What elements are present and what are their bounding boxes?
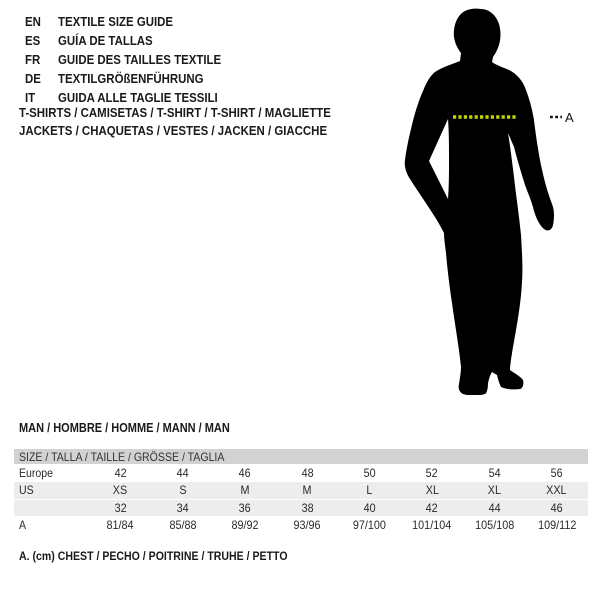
- lang-row-en: [25, 12, 243, 31]
- table-cell: 36: [238, 500, 251, 515]
- table-cell: 89/92: [231, 517, 259, 532]
- table-cell: 34: [176, 500, 189, 515]
- table-cell: XXL: [546, 483, 568, 498]
- table-row-chest-a: [14, 516, 588, 533]
- product-category-lines: [19, 104, 373, 140]
- table-cell: 42: [426, 500, 439, 515]
- table-cell: 50: [363, 466, 376, 481]
- table-cell: 105/108: [474, 517, 514, 532]
- lang-code-en: EN: [25, 14, 41, 29]
- lang-code-fr: FR: [25, 52, 41, 67]
- lang-code-es: ES: [25, 33, 41, 48]
- lang-row-de: [25, 69, 243, 88]
- table-cell: L: [366, 483, 373, 498]
- row-label: A: [19, 517, 27, 532]
- table-cell: 32: [114, 500, 127, 515]
- table-row-us-numeric: [14, 499, 588, 516]
- measurement-footnote: A. (cm) CHEST / PECHO / POITRINE / TRUHE / PETTO: [19, 549, 288, 563]
- table-cell: 46: [550, 500, 563, 515]
- man-silhouette-figure: [403, 3, 575, 395]
- table-cell: M: [240, 483, 250, 498]
- row-label: Europe: [19, 466, 54, 481]
- product-line-tshirts: T-SHIRTS / CAMISETAS / T-SHIRT / T-SHIRT / MAGLIETTE: [19, 105, 331, 120]
- table-cell: 85/88: [169, 517, 197, 532]
- table-cell: 44: [488, 500, 501, 515]
- lang-row-es: [25, 31, 243, 50]
- table-cell: 101/104: [412, 517, 452, 532]
- measure-label-a: A: [565, 110, 574, 125]
- table-row-us: [14, 481, 588, 498]
- language-title-block: [25, 12, 243, 107]
- table-cell: 48: [301, 466, 314, 481]
- table-cell: 81/84: [106, 517, 134, 532]
- lang-label-es: GUÍA DE TALLAS: [58, 33, 153, 48]
- table-cell: 54: [488, 466, 501, 481]
- lang-row-fr: [25, 50, 243, 69]
- lang-label-fr: GUIDE DES TAILLES TEXTILE: [58, 52, 222, 67]
- size-table: [14, 449, 588, 533]
- table-row-europe: [14, 464, 588, 481]
- product-line-jackets: JACKETS / CHAQUETAS / VESTES / JACKEN / GIACCHE: [19, 123, 328, 138]
- lang-label-de: TEXTILGRÖßENFÜHRUNG: [58, 71, 204, 86]
- table-cell: XS: [112, 483, 128, 498]
- table-cell: 93/96: [293, 517, 321, 532]
- table-cell: 56: [550, 466, 563, 481]
- table-cell: 42: [114, 466, 127, 481]
- table-cell: XL: [487, 483, 502, 498]
- table-cell: 38: [301, 500, 314, 515]
- table-cell: S: [178, 483, 187, 498]
- table-cell: M: [302, 483, 312, 498]
- table-cell: 40: [363, 500, 376, 515]
- row-label: US: [19, 483, 34, 498]
- size-table-header: SIZE / TALLA / TAILLE / GRÖSSE / TAGLIA: [14, 449, 588, 464]
- lang-code-it: IT: [25, 90, 36, 105]
- table-cell: 52: [426, 466, 439, 481]
- table-cell: XL: [425, 483, 439, 498]
- table-cell: 44: [176, 466, 189, 481]
- man-silhouette-shape: [405, 9, 554, 395]
- lang-code-de: DE: [25, 71, 41, 86]
- table-cell: 109/112: [537, 517, 576, 532]
- table-cell: 97/100: [353, 517, 387, 532]
- lang-label-it: GUIDA ALLE TAGLIE TESSILI: [58, 90, 218, 105]
- lang-label-en: TEXTILE SIZE GUIDE: [58, 14, 174, 29]
- section-title-man: MAN / HOMBRE / HOMME / MANN / MAN: [19, 421, 230, 435]
- table-cell: 46: [238, 466, 251, 481]
